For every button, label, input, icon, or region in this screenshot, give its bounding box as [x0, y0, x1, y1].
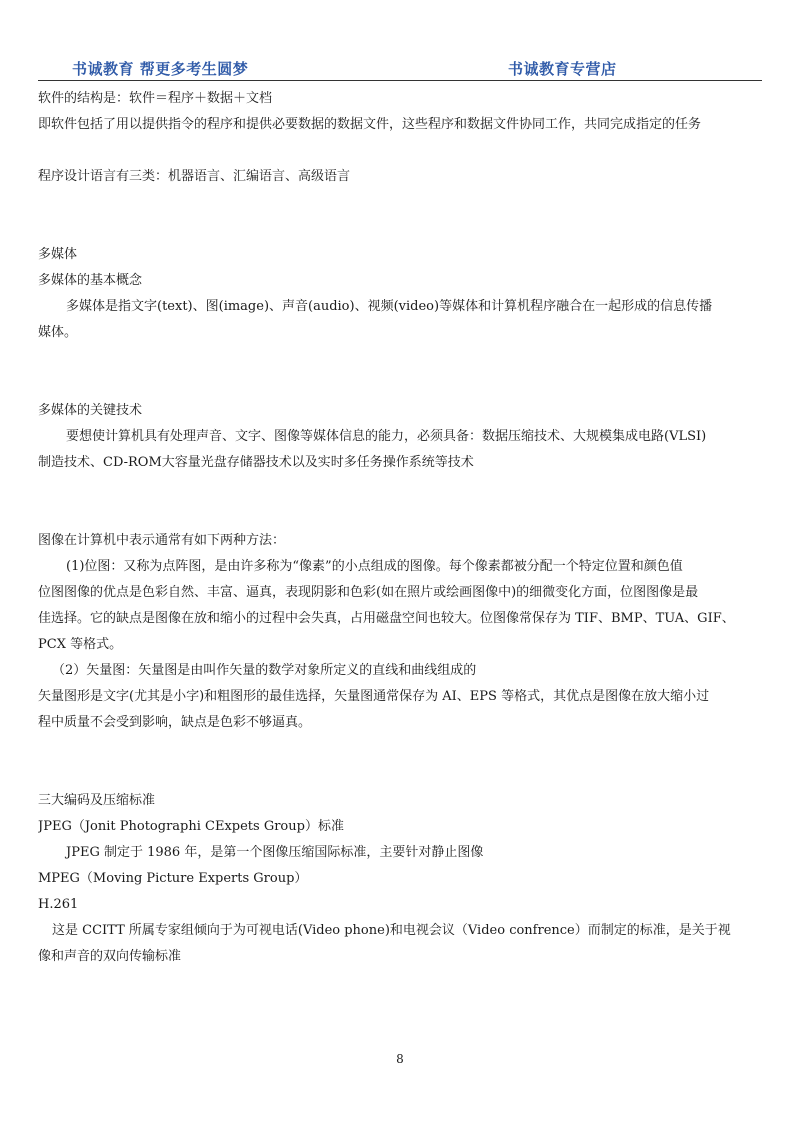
h261-description-line-2: 像和声音的双向传输标准 — [38, 949, 182, 964]
blank-line — [38, 138, 762, 164]
jpeg-heading: JPEG（Jonit Photographi CExpets Group）标准 — [38, 819, 344, 834]
h261-heading: H.261 — [38, 897, 79, 912]
blank-line — [38, 372, 762, 398]
bitmap-line-3: 佳选择。它的缺点是图像在放和缩小的过程中会失真，占用磁盘空间也较大。位图像常保存为 TIF、BMP、TUA、GIF、 — [38, 611, 735, 626]
multimedia-definition-line-2: 媒体。 — [38, 325, 78, 340]
encoding-standards-heading: 三大编码及压缩标准 — [38, 793, 156, 808]
blank-line — [38, 762, 762, 788]
jpeg-description: JPEG 制定于 1986 年，是第一个图像压缩国际标准，主要针对静止图像 — [66, 845, 484, 860]
multimedia-concept-heading: 多媒体的基本概念 — [38, 273, 143, 288]
h261-description-line-1: 这是 CCITT 所属专家组倾向于为可视电话(Video phone)和电视会议（Video confrence）而制定的标准，是关于视 — [52, 923, 731, 938]
software-definition-line: 即软件包括了用以提供指令的程序和提供必要数据的数据文件，这些程序和数据文件协同工作，共同完成指定的任务 — [38, 117, 702, 132]
vector-line-2: 矢量图形是文字(尤其是小字)和粗图形的最佳选择，矢量图通常保存为 AI、EPS 等格式，其优点是图像在放大缩小过 — [38, 689, 710, 704]
programming-languages-line: 程序设计语言有三类：机器语言、汇编语言、高级语言 — [38, 169, 351, 184]
blank-line — [38, 190, 762, 216]
software-structure-line: 软件的结构是：软件＝程序＋数据＋文档 — [38, 91, 273, 106]
key-tech-line-2: 制造技术、CD-ROM大容量光盘存储器技术以及实时多任务操作系统等技术 — [38, 455, 474, 470]
mpeg-heading: MPEG（Moving Picture Experts Group） — [38, 871, 308, 886]
vector-line-3: 程中质量不会受到影响，缺点是色彩不够逼真。 — [38, 715, 312, 730]
multimedia-key-tech-heading: 多媒体的关键技术 — [38, 403, 143, 418]
bitmap-line-4: PCX 等格式。 — [38, 637, 123, 652]
multimedia-heading: 多媒体 — [38, 247, 78, 262]
bitmap-line-1: (1)位图：又称为点阵图，是由许多称为“像素”的小点组成的图像。每个像素都被分配一个特定位置和颜色值 — [66, 559, 683, 574]
multimedia-definition-line-1: 多媒体是指文字(text)、图(image)、声音(audio)、视频(video)等媒体和计算机程序融合在一起形成的信息传播 — [66, 299, 713, 314]
header-slogan: 书诚教育 帮更多考生圆梦 — [72, 60, 249, 78]
blank-line — [38, 736, 762, 762]
blank-line — [38, 502, 762, 528]
page-header — [38, 58, 762, 81]
document-body — [38, 86, 762, 970]
blank-line — [38, 346, 762, 372]
page-number: 8 — [396, 1052, 404, 1066]
blank-line — [38, 476, 762, 502]
key-tech-line-1: 要想使计算机具有处理声音、文字、图像等媒体信息的能力，必须具备：数据压缩技术、大规模集成电路(VLSI) — [66, 429, 707, 444]
image-representation-heading: 图像在计算机中表示通常有如下两种方法： — [38, 533, 286, 548]
bitmap-line-2: 位图图像的优点是色彩自然、丰富、逼真，表现阴影和色彩(如在照片或绘画图像中)的细微变化方面，位图图像是最 — [38, 585, 699, 600]
blank-line — [38, 216, 762, 242]
header-store-name: 书诚教育专营店 — [508, 60, 617, 78]
vector-line-1: （2）矢量图：矢量图是由叫作矢量的数学对象所定义的直线和曲线组成的 — [52, 663, 477, 678]
